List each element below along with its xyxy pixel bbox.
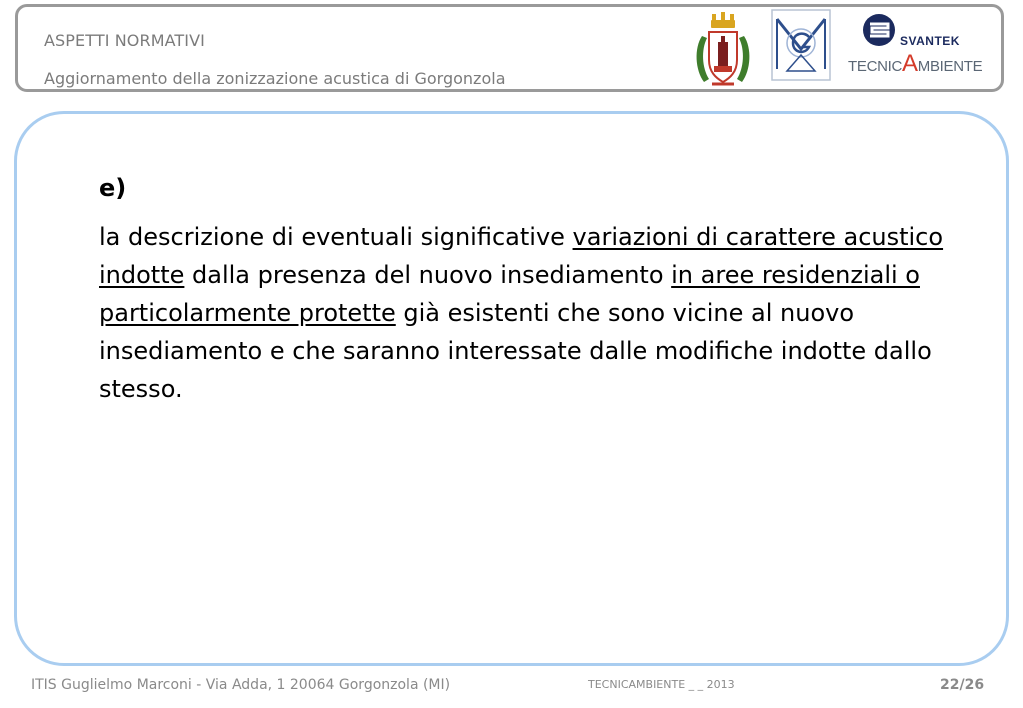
paragraph-part-3: già esistenti che sono vicine al nuovo insediamento e che saranno interessate dalle modifiche indotte dallo stesso. xyxy=(99,299,932,403)
slide-subtitle: Aggiornamento della zonizzazione acustica di Gorgonzola xyxy=(44,69,506,88)
tecnicambiente-wordmark xyxy=(848,50,983,77)
coat-of-arms-logo xyxy=(692,10,754,90)
paragraph-part-2: dalla presenza del nuovo insediamento xyxy=(184,261,672,289)
item-paragraph xyxy=(99,218,959,408)
item-letter: e) xyxy=(99,174,127,202)
page-number: 22/26 xyxy=(940,677,985,693)
underlined-phrase-2: in aree residenziali o particolarmente protette xyxy=(99,261,920,327)
tecnicambiente-a: A xyxy=(902,50,918,77)
svantek-wordmark: SVANTEK xyxy=(900,34,960,48)
footer-address: ITIS Guglielmo Marconi - Via Adda, 1 20064 Gorgonzola (MI) xyxy=(31,677,451,693)
mg-institute-logo xyxy=(771,9,831,81)
paragraph-part-1: la descrizione di eventuali significative xyxy=(99,223,573,251)
content-panel xyxy=(14,111,1009,666)
footer-credit: TECNICAMBIENTE _ _ 2013 xyxy=(588,678,735,691)
svantek-mark-icon xyxy=(860,12,898,48)
tecnicambiente-prefix: TECNIC xyxy=(848,58,903,75)
section-title: ASPETTI NORMATIVI xyxy=(44,31,205,50)
svantek-tecnicambiente-logo xyxy=(846,12,992,84)
tecnicambiente-suffix: MBIENTE xyxy=(917,58,983,75)
underlined-phrase-1: variazioni di carattere acustico indotte xyxy=(99,223,944,289)
